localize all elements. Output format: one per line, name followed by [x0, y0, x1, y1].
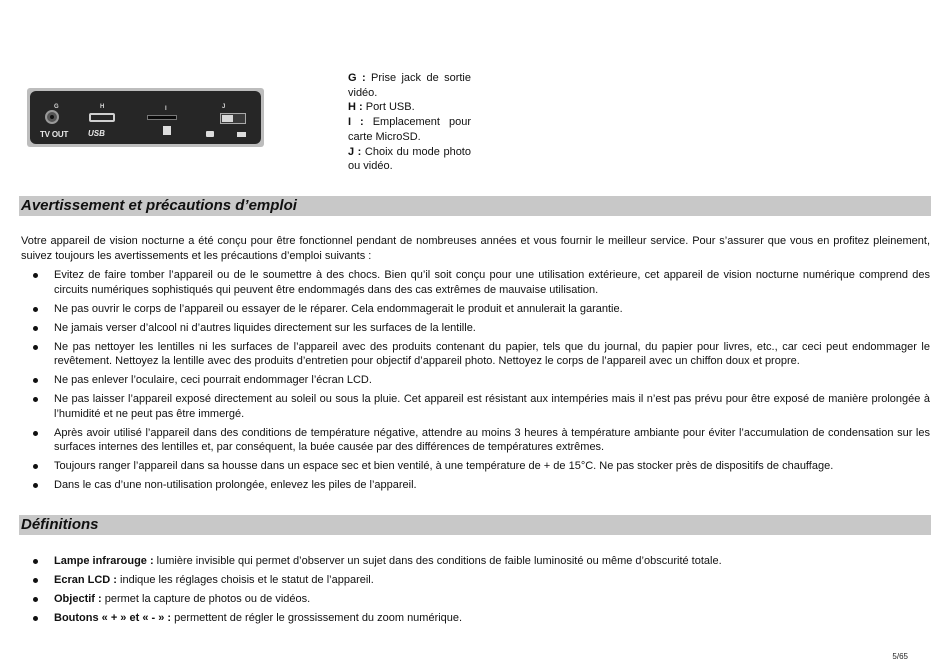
- label-j: J: [222, 104, 226, 110]
- video-icon: [237, 132, 246, 137]
- intro-paragraph: Votre appareil de vision nocturne a été conçu pour être fonctionnel pendant de nombreuses années et vous fournir le meilleur service. Pour s’assurer que vous en profitez pleinement, suivez toujours les avertissements et les précautions d’emploi suivants :: [21, 235, 930, 262]
- legend-item: H : Port USB.: [348, 101, 415, 114]
- list-item: Ne pas enlever l’oculaire, ceci pourrait endommager l’écran LCD.: [21, 373, 930, 388]
- list-item: Ne pas laisser l’appareil exposé directement au soleil ou sous la pluie. Cet appareil est résistant aux intempéries mais il n’est pas prévu pour être exposé de manière prolongée à l’humidité et ne peut pas être immergé.: [21, 392, 930, 421]
- warnings-list: [21, 268, 930, 497]
- list-item: Toujours ranger l’appareil dans sa housse dans un espace sec et bien ventilé, à une température de + de 15°C. Ne pas stocker près de dispositifs de chauffage.: [21, 459, 930, 474]
- usb-port: [89, 113, 115, 122]
- panel-legend: [348, 71, 471, 174]
- list-item: Boutons « + » et « - » : permettent de régler le grossissement du zoom numérique.: [21, 611, 930, 626]
- device-panel-image: [27, 88, 264, 147]
- device-panel-body: [30, 91, 261, 144]
- list-item: Ne jamais verser d’alcool ni d’autres liquides directement sur les surfaces de la lentille.: [21, 321, 930, 336]
- section-header-definitions: [19, 515, 931, 535]
- list-item: Après avoir utilisé l’appareil dans des conditions de température négative, attendre au moins 3 heures à température ambiante pour éviter l’accumulation de condensation sur les surfaces internes des lentilles et, par conséquent, la buée causée par des différences de températures extrêmes.: [21, 426, 930, 455]
- section-title: Avertissement et précautions d’emploi: [21, 197, 297, 214]
- definitions-list: [21, 554, 930, 630]
- label-g: G: [54, 104, 59, 110]
- list-item: Ecran LCD : indique les réglages choisis et le statut de l’appareil.: [21, 573, 930, 588]
- legend-item: G : Prise jack de sortie vidéo.: [348, 72, 471, 99]
- usb-label: USB: [88, 129, 105, 138]
- video-jack-port: [45, 110, 59, 124]
- sd-card-icon: [163, 126, 171, 135]
- microsd-slot: [147, 115, 177, 120]
- label-h: H: [100, 104, 105, 110]
- list-item: Evitez de faire tomber l’appareil ou de le soumettre à des chocs. Bien qu’il soit conçu pour une utilisation extérieure, cet appareil de vision nocturne numérique comprend des circuits numériques sophistiqués qui peuvent être endommagés dans des cas extrêmes de mauvaise utilisation.: [21, 268, 930, 297]
- list-item: Lampe infrarouge : lumière invisible qui permet d’observer un sujet dans des conditions de faible luminosité ou même d’obscurité totale.: [21, 554, 930, 569]
- legend-item: I : Emplacement pour carte MicroSD.: [348, 116, 471, 143]
- label-i: I: [165, 106, 167, 112]
- list-item: Dans le cas d’une non-utilisation prolongée, enlevez les piles de l’appareil.: [21, 478, 930, 493]
- tv-out-label: TV OUT: [40, 130, 69, 139]
- list-item: Ne pas ouvrir le corps de l’appareil ou essayer de le réparer. Cela endommagerait le produit et annulerait la garantie.: [21, 302, 930, 317]
- legend-item: J : Choix du mode photo ou vidéo.: [348, 145, 471, 173]
- section-header-warnings: [19, 196, 931, 216]
- section-title: Définitions: [21, 516, 99, 533]
- list-item: Ne pas nettoyer les lentilles ni les surfaces de l’appareil avec des produits contenant du papier, tels que du journal, du papier pour livres, etc., car ceci peut endommager le revêtement. Nettoyez la lentille avec des produits d’entretien pour objectif d’appareil photo. Nettoyez le corps de l’appareil avec un chiffon doux et propre.: [21, 340, 930, 369]
- mode-switch: [220, 113, 246, 124]
- camera-icon: [206, 131, 214, 137]
- page-number: 5/65: [892, 652, 908, 659]
- list-item: Objectif : permet la capture de photos ou de vidéos.: [21, 592, 930, 607]
